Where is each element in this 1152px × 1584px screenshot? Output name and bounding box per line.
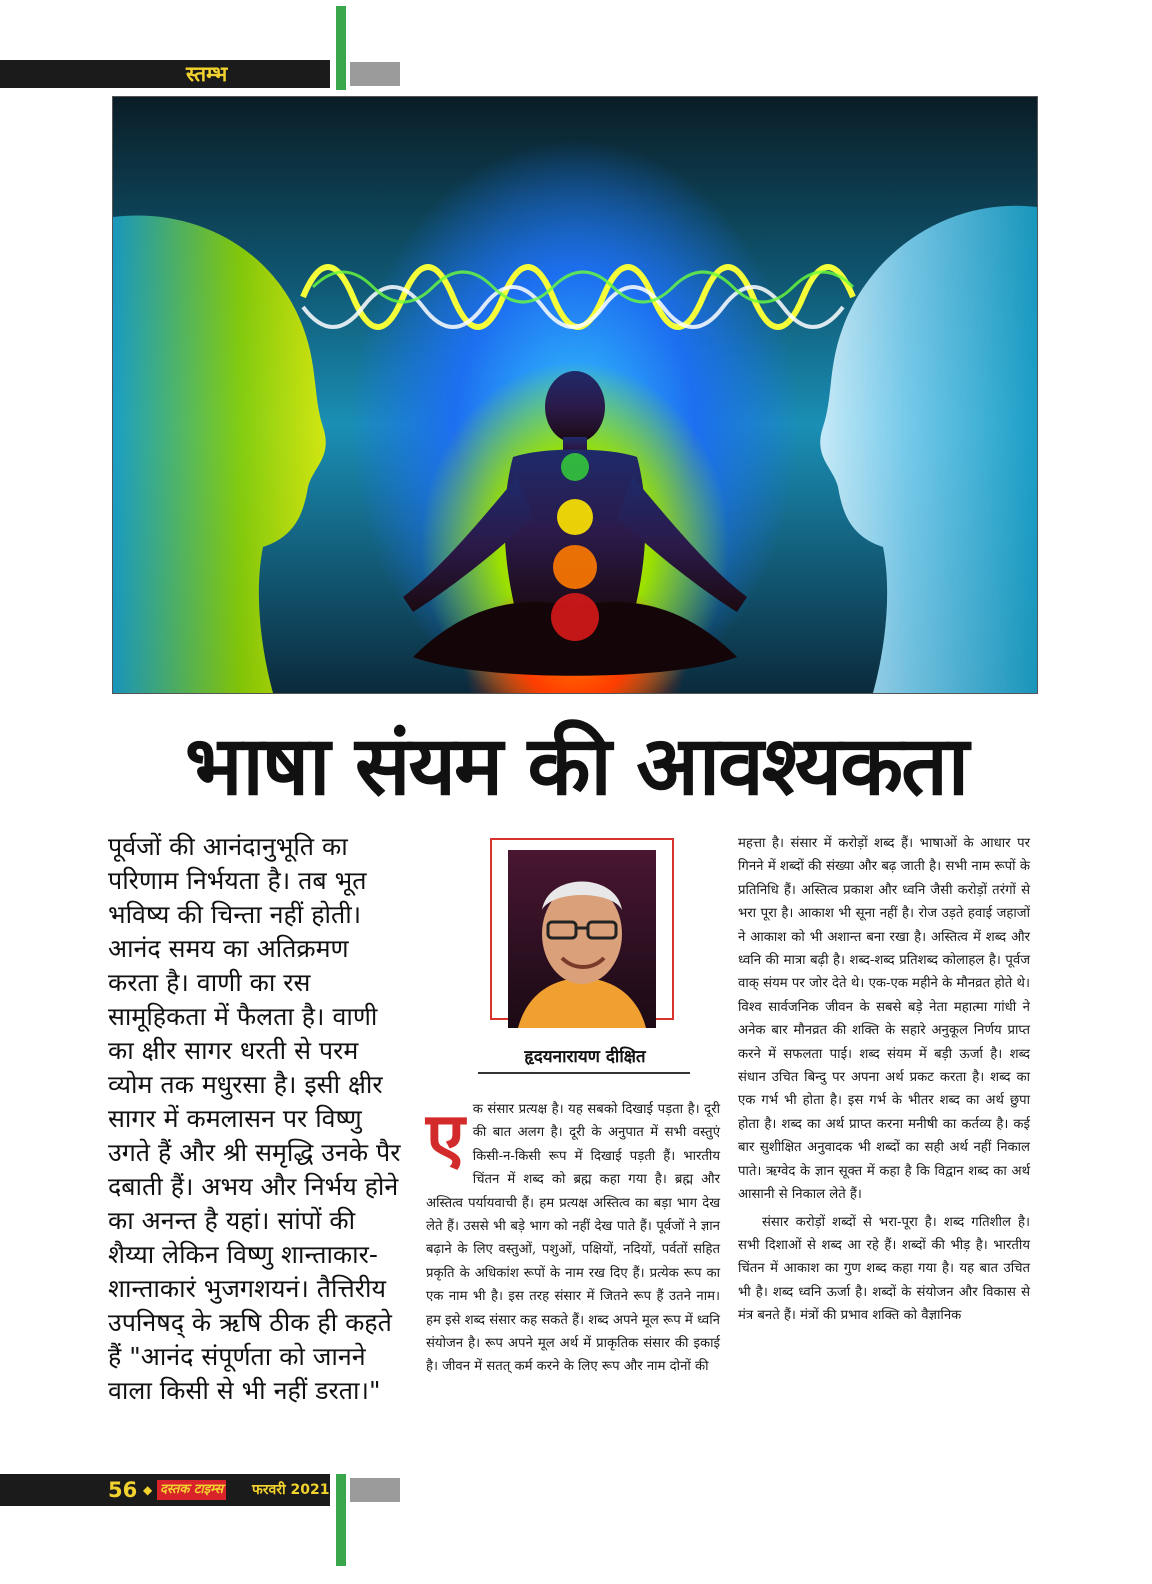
meditating-figure: [403, 371, 747, 676]
issue-date: फरवरी 2021: [252, 1482, 330, 1498]
footer-accent-bar: [336, 1474, 346, 1566]
headline: भाषा संयम की आवश्यकता: [184, 719, 968, 814]
author-photo: [508, 850, 656, 1028]
left-head-silhouette: [113, 215, 326, 693]
header-accent-bar: [336, 6, 346, 90]
header-band: [0, 60, 330, 88]
footer-grey-block: [350, 1478, 400, 1502]
sound-wave-white: [303, 287, 843, 327]
bullet-icon: ◆: [143, 1483, 153, 1497]
pull-quote: पूर्वजों की आनंदानुभूति का परिणाम निर्भयता है। तब भूत भविष्य की चिन्ता नहीं होती। आनंद समय का अतिक्रमण करता है। वाणी का रस सामूहिकता में फैलता है। वाणी का क्षीर सागर धरती से परम व्योम तक मधुरसा है। इसी क्षीर सागर में कमलासन पर विष्णु उगते हैं और श्री समृद्धि उनके पैर दबाती हैं। अभय और निर्भय होने का अनन्त है यहां। सांपों की शैय्या लेकिन विष्णु शान्ताकार-शान्ताकारं भुजगशयनं। तैत्तिरीय उपनिषद् के ऋषि ठीक ही कहते हैं "आनंद संपूर्णता को जानने वाला किसी से भी नहीं डरता।": [108, 832, 401, 1405]
magazine-logo: दस्तक टाइम्स: [157, 1480, 226, 1500]
byline-rule: [478, 1072, 690, 1074]
hero-illustration: [112, 96, 1038, 694]
meditation-art: [113, 97, 1037, 693]
article-column-middle: [426, 1098, 720, 1383]
drop-cap: ए: [426, 1097, 465, 1179]
header-grey-block: [350, 62, 400, 86]
article-paragraph-1: महत्ता है। संसार में करोड़ों शब्द हैं। भाषाओं के आधार पर गिनने में शब्दों की संख्या और बढ़ जाती है। सभी नाम रूपों के प्रतिनिधि हैं। अस्तित्व प्रकाश और ध्वनि जैसी करोड़ों तरंगों से भरा पूरा है। आकाश भी सूना नहीं है। रोज उड़ते हवाई जहाजों ने आकाश को भी अशान्त बना रखा है। अस्तित्व में शब्द और ध्वनि की मात्रा बढ़ी है। शब्द-शब्द प्रतिशब्द कोलाहल है। पूर्वज वाक् संयम पर जोर देते थे। एक-एक महीने के मौनव्रत होते थे। विश्व सार्वजनिक जीवन के सबसे बड़े नेता महात्मा गांधी ने अनेक बार मौनव्रत की शक्ति के सहारे अनुकूल निर्णय प्राप्त करने में सफलता पाई। शब्द संयम में बड़ी ऊर्जा है। शब्द संधान उचित बिन्दु पर अपना अर्थ प्रकट करता है। शब्द का एक गर्भ भी होता है। इस गर्भ के भीतर शब्द का अर्थ छुपा होता है। शब्द का अर्थ प्राप्त करना मनीषी का कर्तव्य है। कई बार सुशीक्षित अनुवादक भी शब्दों का सही अर्थ नहीं निकाल पाते। ऋग्वेद के ज्ञान सूक्त में कहा है कि विद्वान शब्द का अर्थ आसानी से निकाल लेते हैं।: [738, 836, 1030, 1203]
article-text-middle: क संसार प्रत्यक्ष है। यह सबको दिखाई पड़ता है। दूरी की बात अलग है। दूरी के अनुपात में सभी वस्तुएं किसी-न-किसी रूप में दिखाई पड़ती हैं। भारतीय चिंतन में शब्द को ब्रह्म कहा गया है। ब्रह्म और अस्तित्व पर्यायवाची हैं। हम प्रत्यक्ष अस्तित्व का बड़ा भाग देख लेते हैं। उससे भी बड़े भाग को नहीं देख पाते हैं। पूर्वजों ने ज्ञान बढ़ाने के लिए वस्तुओं, पशुओं, पक्षियों, नदियों, पर्वतों सहित प्रकृति के अधिकांश रूपों के नाम रख दिए हैं। प्रत्येक रूप का एक नाम भी है। इस तरह संसार में जितने रूप हैं उतने नाम। हम इसे शब्द संसार कह सकते हैं। शब्द अपने मूल रूप में ध्वनि संयोजन है। रूप अपने मूल अर्थ में प्राकृतिक संसार की इकाई है। जीवन में सतत् कर्म करने के लिए रूप और नाम दोनों की: [426, 1102, 720, 1375]
article-paragraph-2: संसार करोड़ों शब्दों से भरा-पूरा है। शब्द गतिशील है। सभी दिशाओं से शब्द आ रहे हैं। शब्दों की भीड़ है। भारतीय चिंतन में आकाश का गुण शब्द कहा गया है। यह बात उचित भी है। शब्द ध्वनि ऊर्जा है। शब्दों के संयोजन और विकास से मंत्र बनते हैं। मंत्रों की प्रभाव शक्ति को वैज्ञानिक: [738, 1214, 1030, 1324]
right-head-silhouette: [820, 206, 1037, 693]
section-label: स्तम्भ: [186, 62, 228, 86]
page-number: 56: [108, 1478, 138, 1502]
author-name: हृदयनारायण दीक्षित: [524, 1047, 646, 1067]
article-column-right: [738, 832, 1030, 1332]
